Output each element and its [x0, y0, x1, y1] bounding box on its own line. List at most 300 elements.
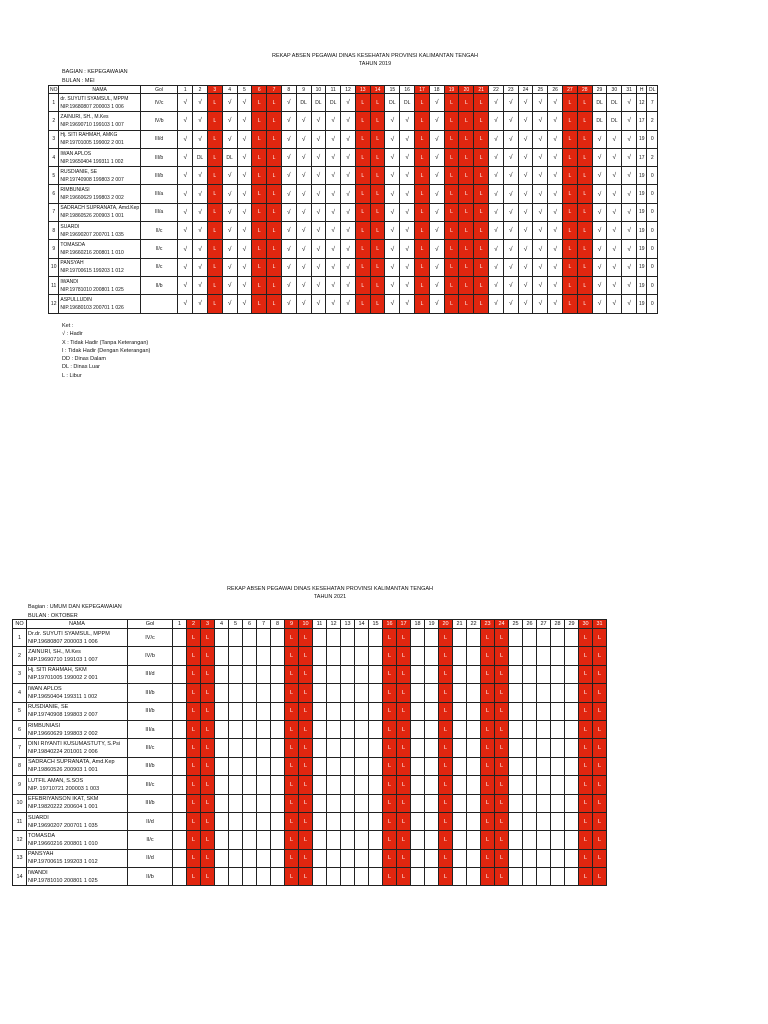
attendance-cell: L — [397, 702, 411, 720]
attendance-cell: √ — [622, 295, 637, 313]
row-h-total: 19 — [637, 295, 647, 313]
row-no: 11 — [13, 812, 27, 830]
attendance-cell — [355, 776, 369, 794]
attendance-cell: √ — [311, 185, 326, 203]
attendance-cell: L — [593, 868, 607, 886]
attendance-cell — [173, 665, 187, 683]
day-header: 17 — [397, 620, 411, 629]
attendance-cell: L — [355, 148, 370, 166]
day-header: 10 — [299, 620, 313, 629]
row-no: 3 — [13, 665, 27, 683]
attendance-cell: L — [481, 665, 495, 683]
col-header-no: NO — [13, 620, 27, 629]
attendance-cell — [215, 812, 229, 830]
attendance-cell: L — [370, 130, 385, 148]
attendance-cell — [453, 849, 467, 867]
attendance-cell — [523, 794, 537, 812]
row-name-cell — [27, 794, 128, 812]
day-header: 16 — [383, 620, 397, 629]
attendance-cell — [271, 868, 285, 886]
attendance-cell — [509, 739, 523, 757]
attendance-cell — [523, 647, 537, 665]
attendance-cell: √ — [400, 185, 415, 203]
table-row — [49, 276, 658, 294]
attendance-cell: √ — [178, 276, 193, 294]
attendance-cell: L — [383, 776, 397, 794]
attendance-cell: L — [444, 112, 459, 130]
attendance-cell: L — [397, 812, 411, 830]
attendance-cell: √ — [548, 130, 563, 148]
attendance-cell — [537, 757, 551, 775]
row-no: 2 — [49, 112, 59, 130]
table-row — [13, 812, 607, 830]
attendance-cell — [411, 831, 425, 849]
attendance-cell — [243, 720, 257, 738]
attendance-cell: L — [481, 720, 495, 738]
attendance-cell: L — [563, 295, 578, 313]
attendance-cell — [425, 776, 439, 794]
table-row — [49, 112, 658, 130]
attendance-cell — [229, 720, 243, 738]
attendance-cell: √ — [518, 295, 533, 313]
attendance-cell — [523, 776, 537, 794]
col-header-dl: DL — [647, 86, 658, 94]
attendance-cell: L — [207, 276, 222, 294]
attendance-cell: √ — [237, 167, 252, 185]
attendance-cell: L — [383, 831, 397, 849]
attendance-cell — [313, 757, 327, 775]
attendance-cell: √ — [296, 276, 311, 294]
attendance-cell: L — [267, 276, 282, 294]
row-name-cell — [27, 720, 128, 738]
attendance-cell — [537, 720, 551, 738]
attendance-cell — [523, 720, 537, 738]
employee-nip: NIP.19860526 200903 1 001 — [28, 767, 98, 774]
attendance-cell — [271, 629, 285, 647]
attendance-cell — [369, 776, 383, 794]
attendance-cell: √ — [281, 167, 296, 185]
attendance-cell: √ — [237, 203, 252, 221]
attendance-cell: √ — [400, 148, 415, 166]
attendance-cell: √ — [178, 112, 193, 130]
attendance-cell: L — [459, 185, 474, 203]
employee-nip: NIP.19700615 199203 1 012 — [28, 859, 98, 866]
attendance-cell — [467, 831, 481, 849]
attendance-cell — [551, 831, 565, 849]
attendance-cell: L — [267, 295, 282, 313]
day-header: 29 — [565, 620, 579, 629]
attendance-cell — [257, 665, 271, 683]
attendance-cell: √ — [296, 222, 311, 240]
row-name-cell — [27, 831, 128, 849]
row-gol: II/c — [128, 831, 173, 849]
employee-nip: NIP.19660629 199803 2 002 — [60, 195, 124, 202]
attendance-cell: √ — [622, 130, 637, 148]
attendance-cell: L — [495, 684, 509, 702]
attendance-cell: L — [267, 185, 282, 203]
attendance-cell: L — [444, 258, 459, 276]
row-no: 6 — [13, 720, 27, 738]
attendance-cell: √ — [518, 258, 533, 276]
row-h-total: 19 — [637, 130, 647, 148]
attendance-cell: L — [579, 868, 593, 886]
attendance-cell: L — [299, 757, 313, 775]
attendance-cell: L — [593, 812, 607, 830]
col-header-gol: Gol — [140, 86, 178, 94]
attendance-cell — [467, 757, 481, 775]
attendance-cell: L — [201, 757, 215, 775]
attendance-cell — [565, 776, 579, 794]
table-row — [13, 684, 607, 702]
employee-nip: NIP.19701005 199002 2 001 — [60, 140, 124, 147]
attendance-cell: √ — [607, 276, 622, 294]
table-row — [49, 295, 658, 313]
attendance-cell: √ — [178, 295, 193, 313]
attendance-cell: √ — [385, 203, 400, 221]
attendance-cell: √ — [489, 130, 504, 148]
attendance-cell — [257, 684, 271, 702]
attendance-cell: L — [267, 112, 282, 130]
day-header: 31 — [622, 86, 637, 94]
attendance-cell: L — [495, 868, 509, 886]
attendance-cell: √ — [489, 94, 504, 112]
attendance-cell — [173, 776, 187, 794]
attendance-cell: L — [459, 130, 474, 148]
attendance-cell: L — [252, 276, 267, 294]
attendance-cell — [229, 776, 243, 794]
attendance-cell — [551, 739, 565, 757]
attendance-cell: L — [252, 203, 267, 221]
attendance-cell: √ — [222, 240, 237, 258]
attendance-cell: √ — [400, 203, 415, 221]
attendance-cell — [509, 831, 523, 849]
attendance-cell: L — [495, 647, 509, 665]
attendance-cell: √ — [341, 222, 356, 240]
employee-name: dr. SUYUTI SYAMSUL, MPPM — [60, 95, 129, 102]
attendance-cell: L — [285, 684, 299, 702]
attendance-cell — [271, 831, 285, 849]
attendance-cell: L — [415, 130, 430, 148]
employee-name: RUSDIANIE, SE — [28, 704, 69, 711]
attendance-cell: L — [252, 185, 267, 203]
attendance-cell: L — [299, 702, 313, 720]
employee-name: EFEBRIYANSON IKAT, SKM — [28, 796, 99, 803]
attendance-cell — [509, 684, 523, 702]
attendance-cell: √ — [296, 240, 311, 258]
attendance-cell — [425, 849, 439, 867]
attendance-cell — [271, 739, 285, 757]
attendance-cell: √ — [222, 112, 237, 130]
attendance-cell — [537, 794, 551, 812]
attendance-cell — [341, 794, 355, 812]
attendance-cell: L — [474, 148, 489, 166]
attendance-cell — [453, 720, 467, 738]
attendance-cell: √ — [237, 112, 252, 130]
attendance-cell: √ — [311, 258, 326, 276]
attendance-cell: √ — [311, 222, 326, 240]
attendance-cell: √ — [533, 94, 548, 112]
attendance-cell: √ — [548, 112, 563, 130]
employee-nip: NIP.19690207 200701 1 035 — [28, 822, 98, 829]
attendance-cell: L — [577, 130, 592, 148]
employee-name: Dr.dr. SUYUTI SYAMSUL, MPPM — [28, 630, 110, 637]
attendance-cell — [509, 776, 523, 794]
attendance-cell — [523, 812, 537, 830]
attendance-cell: L — [370, 148, 385, 166]
attendance-cell: √ — [503, 112, 518, 130]
doc1-bagian: BAGIAN : KEPEGAWAIAN — [62, 69, 128, 75]
attendance-cell: L — [415, 222, 430, 240]
employee-nip: NIP. 19710721 200003 1 003 — [28, 785, 100, 792]
attendance-cell — [215, 702, 229, 720]
row-name-cell — [27, 812, 128, 830]
attendance-cell: √ — [281, 185, 296, 203]
attendance-cell: √ — [533, 112, 548, 130]
attendance-cell — [313, 684, 327, 702]
attendance-cell — [453, 757, 467, 775]
row-h-total: 19 — [637, 185, 647, 203]
attendance-cell: √ — [178, 130, 193, 148]
attendance-cell: L — [397, 849, 411, 867]
attendance-cell — [369, 720, 383, 738]
attendance-cell: L — [201, 702, 215, 720]
attendance-cell: √ — [385, 222, 400, 240]
attendance-cell: √ — [503, 276, 518, 294]
attendance-cell: L — [370, 240, 385, 258]
attendance-cell: L — [285, 831, 299, 849]
attendance-cell — [229, 629, 243, 647]
employee-nip: NIP.19660216 200801 1 010 — [60, 250, 124, 257]
attendance-cell: L — [444, 222, 459, 240]
attendance-cell: √ — [503, 185, 518, 203]
row-gol: III/a — [128, 720, 173, 738]
attendance-cell: √ — [533, 203, 548, 221]
attendance-cell: L — [415, 167, 430, 185]
day-header: 19 — [444, 86, 459, 94]
attendance-cell — [411, 739, 425, 757]
attendance-cell — [229, 849, 243, 867]
attendance-cell: √ — [503, 258, 518, 276]
attendance-cell — [341, 684, 355, 702]
employee-name: TOMASDA — [28, 832, 56, 839]
attendance-cell: √ — [429, 167, 444, 185]
attendance-cell — [257, 647, 271, 665]
attendance-cell: L — [439, 757, 453, 775]
attendance-cell: L — [285, 794, 299, 812]
row-h-total: 19 — [637, 258, 647, 276]
attendance-cell — [411, 776, 425, 794]
attendance-cell — [271, 849, 285, 867]
attendance-cell: √ — [622, 112, 637, 130]
attendance-cell: √ — [607, 203, 622, 221]
attendance-cell: √ — [385, 130, 400, 148]
attendance-cell: L — [577, 185, 592, 203]
attendance-cell — [411, 794, 425, 812]
row-no: 14 — [13, 868, 27, 886]
attendance-cell — [523, 831, 537, 849]
row-name-cell — [59, 94, 140, 112]
attendance-cell: L — [439, 868, 453, 886]
attendance-cell: L — [267, 130, 282, 148]
attendance-cell — [243, 794, 257, 812]
table-row — [13, 849, 607, 867]
attendance-cell — [509, 794, 523, 812]
attendance-cell: √ — [311, 240, 326, 258]
attendance-cell — [369, 702, 383, 720]
attendance-cell: √ — [489, 276, 504, 294]
attendance-cell: L — [285, 757, 299, 775]
row-gol: IV/c — [140, 94, 178, 112]
col-header-nama: NAMA — [27, 620, 128, 629]
attendance-cell — [551, 776, 565, 794]
attendance-cell — [551, 647, 565, 665]
attendance-cell — [369, 868, 383, 886]
attendance-cell: L — [285, 647, 299, 665]
row-no: 5 — [13, 702, 27, 720]
day-header: 20 — [459, 86, 474, 94]
attendance-cell: L — [579, 684, 593, 702]
attendance-cell: L — [252, 130, 267, 148]
attendance-cell — [215, 647, 229, 665]
attendance-cell: √ — [518, 130, 533, 148]
attendance-cell: √ — [592, 295, 607, 313]
day-header: 9 — [285, 620, 299, 629]
attendance-cell: √ — [193, 240, 208, 258]
employee-nip: NIP.19740908 199803 2 007 — [28, 712, 98, 719]
row-h-total: 12 — [637, 94, 647, 112]
employee-name: ASPULLUDIN — [60, 296, 92, 303]
employee-nip: NIP.19740908 199803 2 007 — [60, 176, 124, 183]
employee-name: SADRACH SUPRANATA, Amd.Kep — [60, 205, 140, 212]
employee-nip: NIP.19650404 199311 1 002 — [28, 693, 98, 700]
day-header: 30 — [607, 86, 622, 94]
attendance-cell: L — [299, 684, 313, 702]
attendance-cell — [355, 665, 369, 683]
attendance-cell: √ — [503, 94, 518, 112]
attendance-cell: √ — [548, 222, 563, 240]
attendance-cell: DL — [592, 94, 607, 112]
attendance-cell: √ — [533, 276, 548, 294]
attendance-cell: L — [593, 647, 607, 665]
attendance-cell — [565, 757, 579, 775]
attendance-cell: √ — [296, 295, 311, 313]
attendance-cell: √ — [341, 112, 356, 130]
attendance-cell: L — [187, 776, 201, 794]
row-no: 12 — [13, 831, 27, 849]
attendance-cell: L — [299, 868, 313, 886]
attendance-cell — [243, 868, 257, 886]
day-header: 21 — [453, 620, 467, 629]
attendance-cell: L — [370, 222, 385, 240]
attendance-cell: L — [187, 665, 201, 683]
attendance-cell: L — [481, 739, 495, 757]
attendance-cell — [341, 720, 355, 738]
employee-nip: NIP.19660629 199803 2 002 — [28, 730, 98, 737]
attendance-cell — [509, 702, 523, 720]
attendance-cell: L — [383, 757, 397, 775]
attendance-cell: √ — [518, 222, 533, 240]
attendance-cell: L — [495, 702, 509, 720]
row-gol: III/c — [128, 776, 173, 794]
attendance-cell — [243, 831, 257, 849]
attendance-cell: √ — [222, 130, 237, 148]
row-h-total: 19 — [637, 222, 647, 240]
attendance-cell — [355, 702, 369, 720]
attendance-cell: √ — [548, 94, 563, 112]
attendance-cell: √ — [193, 295, 208, 313]
attendance-cell — [229, 812, 243, 830]
attendance-cell — [173, 831, 187, 849]
attendance-cell: √ — [400, 240, 415, 258]
attendance-cell: L — [207, 222, 222, 240]
row-gol: IV/b — [128, 647, 173, 665]
attendance-cell: L — [439, 629, 453, 647]
attendance-cell: L — [495, 757, 509, 775]
attendance-cell — [369, 739, 383, 757]
attendance-cell: L — [415, 276, 430, 294]
row-dl-total: 0 — [647, 167, 658, 185]
attendance-cell — [523, 739, 537, 757]
employee-nip: NIP.19660216 200801 1 010 — [28, 840, 98, 847]
attendance-cell: L — [397, 776, 411, 794]
attendance-cell: L — [397, 684, 411, 702]
attendance-cell — [257, 720, 271, 738]
attendance-cell — [243, 812, 257, 830]
attendance-cell: L — [299, 647, 313, 665]
attendance-cell — [271, 684, 285, 702]
attendance-cell: √ — [489, 112, 504, 130]
attendance-cell — [537, 684, 551, 702]
day-header: 2 — [187, 620, 201, 629]
attendance-cell: L — [299, 776, 313, 794]
attendance-cell: L — [481, 757, 495, 775]
table-row — [13, 647, 607, 665]
attendance-cell: L — [481, 684, 495, 702]
row-dl-total: 2 — [647, 148, 658, 166]
attendance-cell — [467, 868, 481, 886]
attendance-cell: L — [383, 849, 397, 867]
attendance-cell: √ — [607, 148, 622, 166]
attendance-cell — [453, 794, 467, 812]
employee-nip: NIP.19650404 199311 1 002 — [60, 158, 124, 165]
day-header: 28 — [577, 86, 592, 94]
row-gol: II/d — [128, 812, 173, 830]
attendance-cell: L — [495, 812, 509, 830]
attendance-cell: √ — [281, 295, 296, 313]
attendance-cell: √ — [385, 240, 400, 258]
attendance-cell: √ — [193, 222, 208, 240]
attendance-cell: √ — [326, 185, 341, 203]
attendance-cell: √ — [429, 185, 444, 203]
row-gol: IV/c — [128, 629, 173, 647]
row-no: 10 — [13, 794, 27, 812]
row-gol: III/b — [128, 794, 173, 812]
attendance-cell: √ — [385, 185, 400, 203]
attendance-cell — [341, 739, 355, 757]
attendance-cell — [411, 665, 425, 683]
day-header: 11 — [326, 86, 341, 94]
attendance-cell: L — [285, 739, 299, 757]
attendance-cell: √ — [429, 295, 444, 313]
attendance-cell: √ — [222, 203, 237, 221]
attendance-cell — [327, 665, 341, 683]
attendance-cell: L — [355, 276, 370, 294]
attendance-cell: √ — [222, 222, 237, 240]
attendance-cell — [355, 794, 369, 812]
attendance-cell: L — [474, 222, 489, 240]
attendance-cell: L — [563, 222, 578, 240]
attendance-cell: √ — [281, 258, 296, 276]
